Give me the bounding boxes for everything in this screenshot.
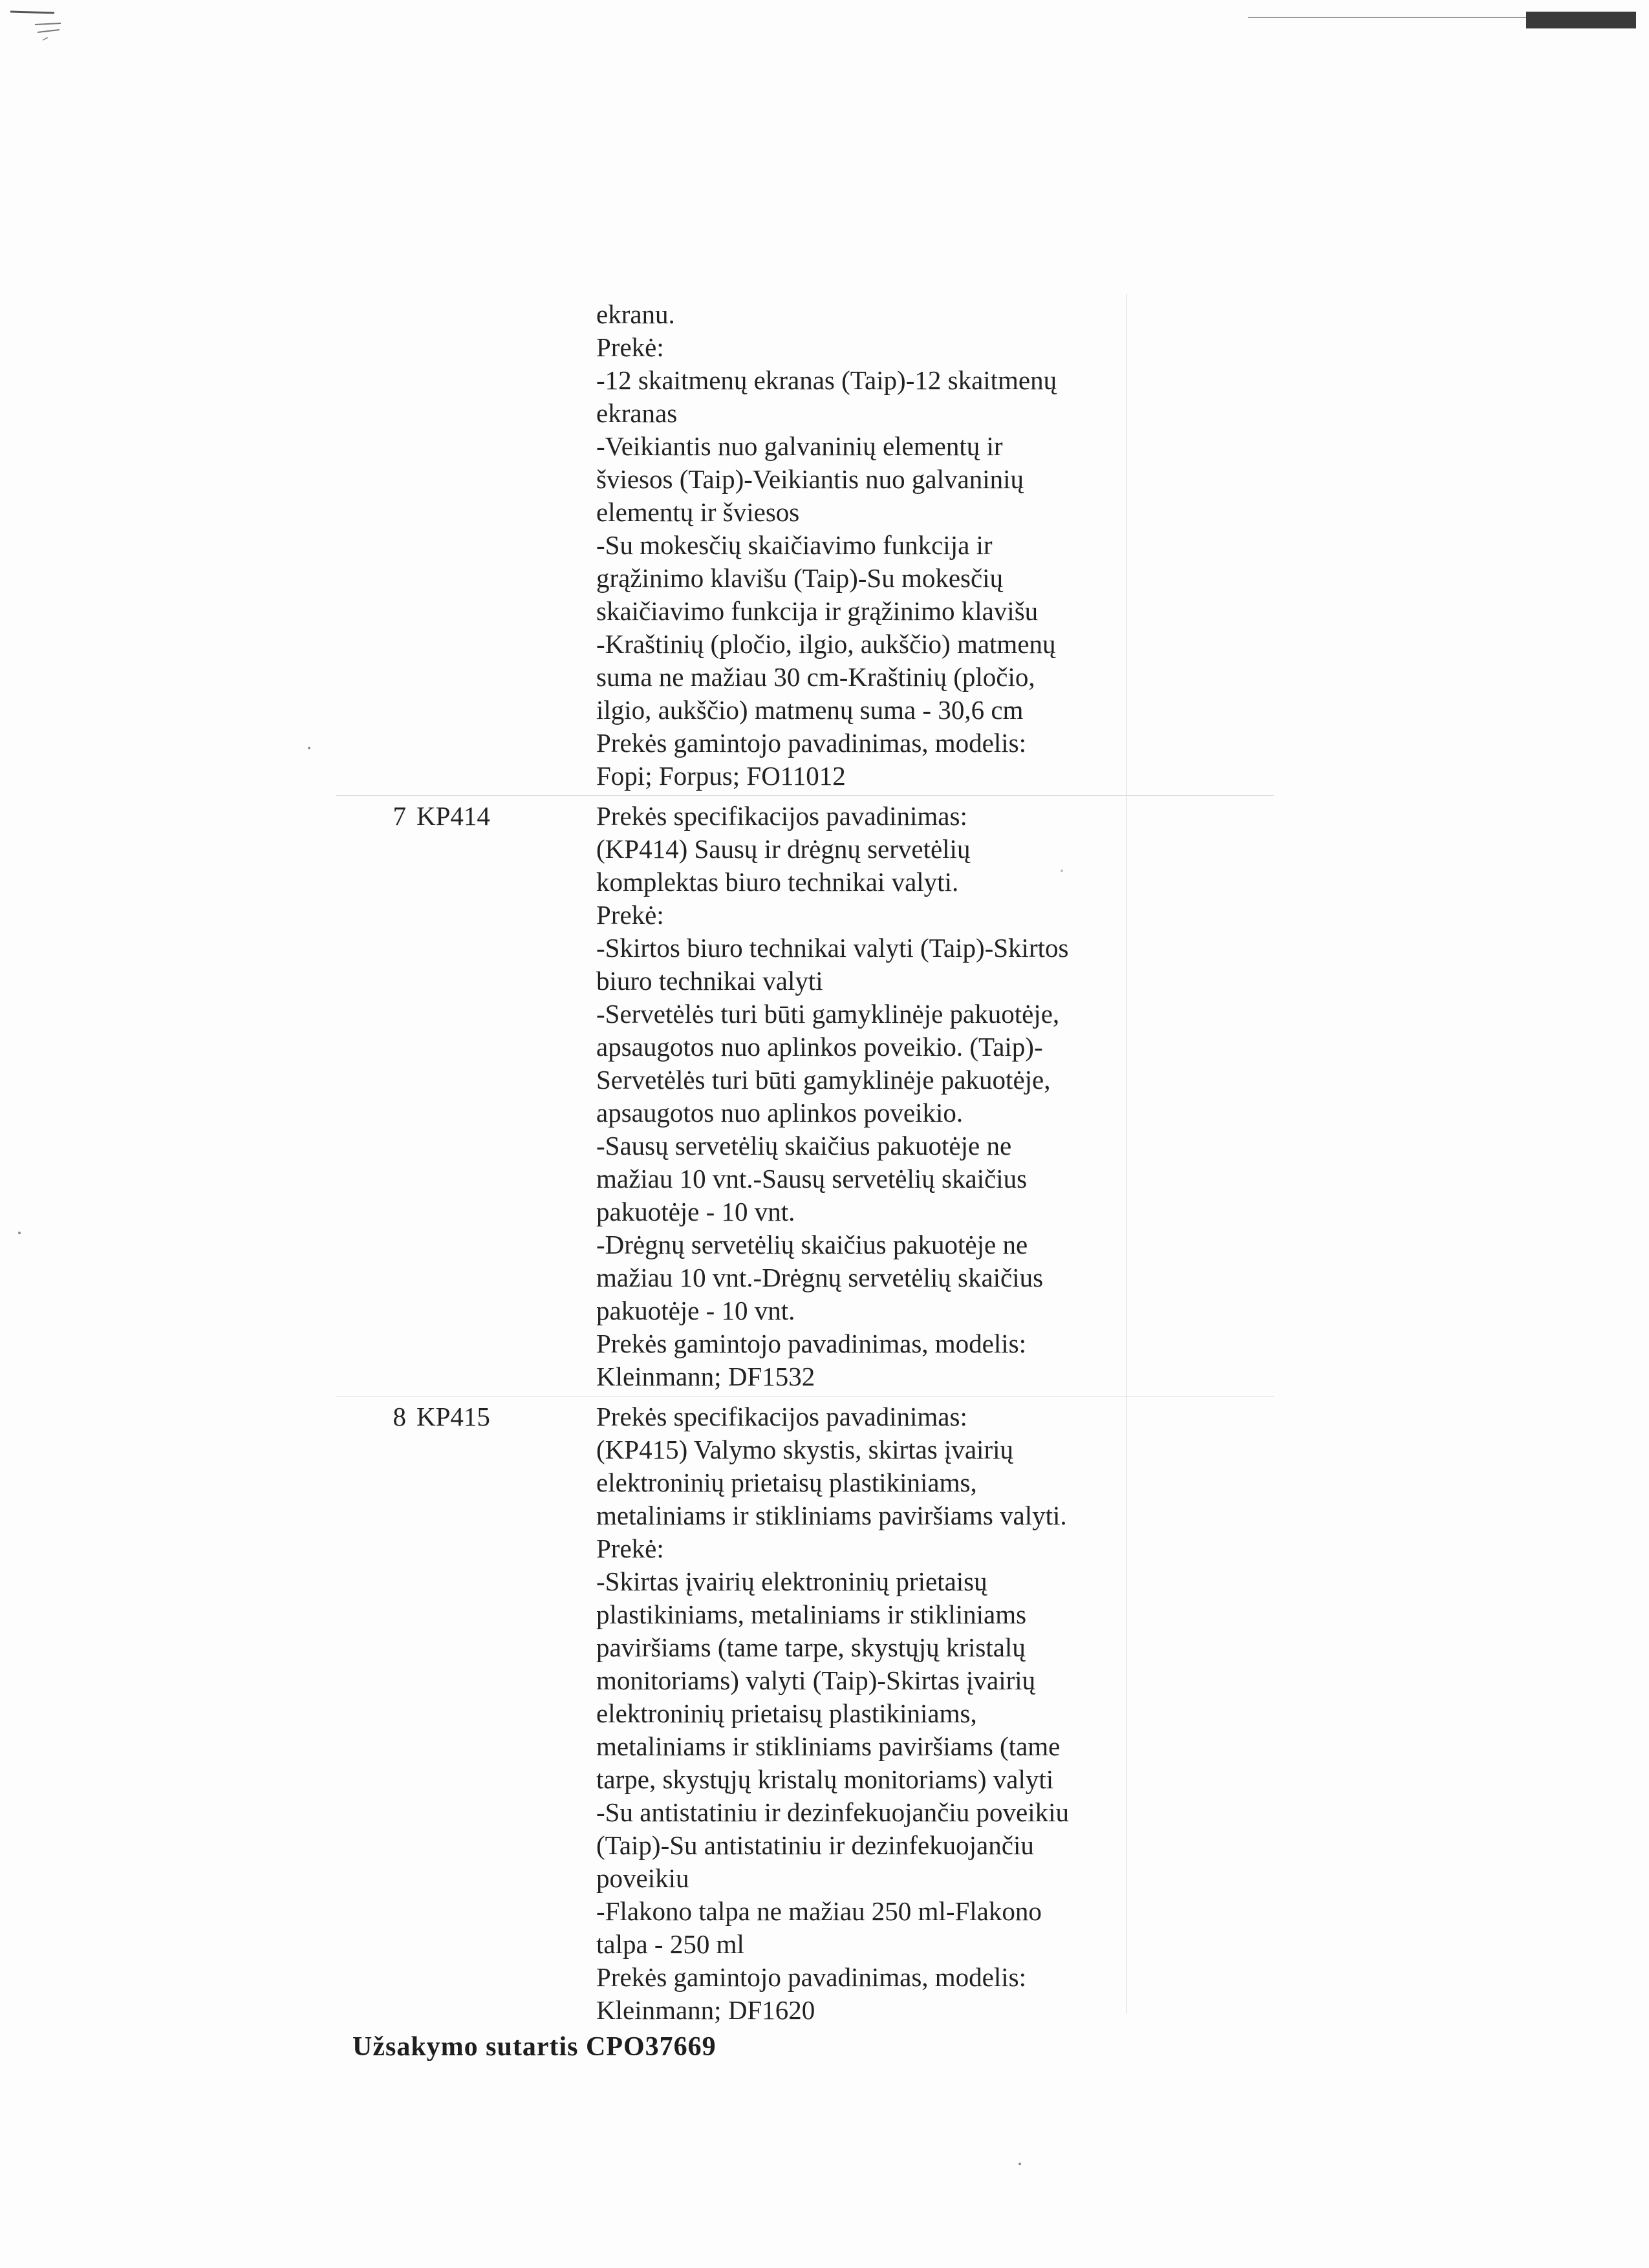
- table-row: [336, 1396, 1274, 2029]
- table-row: [336, 294, 1274, 795]
- description-line: pakuotėje - 10 vnt.: [596, 1296, 795, 1325]
- row-number: 7: [393, 801, 406, 831]
- specification-table: [336, 294, 1274, 2029]
- description-line: -Servetėlės turi būti gamyklinėje pakuotėje,: [596, 999, 1060, 1029]
- description-line: -Skirtos biuro technikai valyti (Taip)-Skirtos: [596, 933, 1069, 963]
- description-line: (KP415) Valymo skystis, skirtas įvairių: [596, 1435, 1013, 1464]
- description-line: plastikiniams, metaliniams ir stikliniams: [596, 1599, 1027, 1629]
- description-line: Prekė:: [596, 900, 664, 930]
- description-line: mažiau 10 vnt.-Drėgnų servetėlių skaičius: [596, 1263, 1044, 1292]
- description-line: ilgio, aukščio) matmenų suma - 30,6 cm: [596, 695, 1024, 725]
- description-line: -Sausų servetėlių skaičius pakuotėje ne: [596, 1131, 1012, 1161]
- description-line: -Skirtas įvairių elektroninių prietaisų: [596, 1567, 987, 1596]
- description-line: Kleinmann; DF1532: [596, 1362, 815, 1391]
- description-line: ekranu.: [596, 299, 675, 329]
- description-line: -Drėgnų servetėlių skaičius pakuotėje ne: [596, 1230, 1028, 1259]
- table-row: [336, 795, 1274, 1396]
- description-line: Servetėlės turi būti gamyklinėje pakuotėje,: [596, 1065, 1051, 1095]
- description-line: (KP414) Sausų ir drėgnų servetėlių: [596, 834, 971, 864]
- description-line: -Kraštinių (pločio, ilgio, aukščio) matmenų: [596, 629, 1056, 659]
- row-code: KP415: [416, 1402, 490, 1431]
- description-line: Prekės specifikacijos pavadinimas:: [596, 1402, 967, 1431]
- description-line: šviesos (Taip)-Veikiantis nuo galvaninių: [596, 464, 1024, 494]
- description-line: mažiau 10 vnt.-Sausų servetėlių skaičius: [596, 1164, 1028, 1193]
- row-number: 8: [393, 1402, 406, 1431]
- description-line: monitoriams) valyti (Taip)-Skirtas įvairių: [596, 1665, 1036, 1695]
- description-line: suma ne mažiau 30 cm-Kraštinių (pločio,: [596, 662, 1035, 692]
- scan-edge-line: [1248, 17, 1526, 18]
- description-line: elektroninių prietaisų plastikiniams,: [596, 1698, 977, 1728]
- description-line: -Flakono talpa ne mažiau 250 ml-Flakono: [596, 1896, 1042, 1926]
- contract-title: Užsakymo sutartis CPO37669: [352, 2032, 717, 2062]
- description-line: elektroninių prietaisų plastikiniams,: [596, 1468, 977, 1497]
- description-line: Prekės specifikacijos pavadinimas:: [596, 801, 967, 831]
- description-line: elementų ir šviesos: [596, 497, 800, 527]
- description-line: (Taip)-Su antistatiniu ir dezinfekuojančiu: [596, 1830, 1034, 1860]
- description-line: Prekė:: [596, 1534, 664, 1563]
- description-line: Fopi; Forpus; FO11012: [596, 761, 846, 791]
- description-line: -12 skaitmenų ekranas (Taip)-12 skaitmenų: [596, 365, 1057, 395]
- description-line: skaičiavimo funkcija ir grąžinimo klavišu: [596, 596, 1039, 626]
- description-line: -Su antistatiniu ir dezinfekuojančiu poveikiu: [596, 1797, 1069, 1827]
- description-line: poveikiu: [596, 1863, 689, 1893]
- description-line: Kleinmann; DF1620: [596, 1995, 815, 2025]
- description-line: paviršiams (tame tarpe, skystųjų kristalų: [596, 1632, 1026, 1662]
- description-line: -Veikiantis nuo galvaninių elementų ir: [596, 431, 1003, 461]
- description-line: komplektas biuro technikai valyti.: [596, 867, 959, 897]
- description-line: Prekės gamintojo pavadinimas, modelis:: [596, 1962, 1027, 1992]
- row-number: [336, 294, 414, 795]
- scan-edge-shadow: [1526, 12, 1636, 28]
- description-line: talpa - 250 ml: [596, 1929, 744, 1959]
- description-line: -Su mokesčių skaičiavimo funkcija ir: [596, 530, 993, 560]
- description-line: Prekė:: [596, 332, 664, 362]
- description-line: Prekės gamintojo pavadinimas, modelis:: [596, 728, 1027, 758]
- description-line: apsaugotos nuo aplinkos poveikio.: [596, 1098, 964, 1128]
- description-line: ekranas: [596, 398, 678, 428]
- row-code: KP414: [416, 801, 490, 831]
- description-line: metaliniams ir stikliniams paviršiams (tame: [596, 1731, 1061, 1761]
- description-line: Prekės gamintojo pavadinimas, modelis:: [596, 1329, 1027, 1358]
- description-line: metaliniams ir stikliniams paviršiams valyti.: [596, 1501, 1067, 1530]
- row-description: [588, 294, 1145, 795]
- description-line: tarpe, skystųjų kristalų monitoriams) valyti: [596, 1764, 1054, 1794]
- description-line: grąžinimo klavišu (Taip)-Su mokesčių: [596, 563, 1004, 593]
- scan-speck: [308, 747, 310, 749]
- description-line: apsaugotos nuo aplinkos poveikio. (Taip)-: [596, 1032, 1043, 1062]
- description-line: pakuotėje - 10 vnt.: [596, 1197, 795, 1226]
- row-description: [588, 1396, 1145, 2029]
- scan-speck: [18, 1232, 21, 1234]
- scan-speck: [1018, 2163, 1021, 2165]
- row-description: [588, 796, 1145, 1396]
- description-line: biuro technikai valyti: [596, 966, 823, 996]
- scan-corner-mark: [9, 6, 67, 58]
- row-code: [414, 294, 588, 795]
